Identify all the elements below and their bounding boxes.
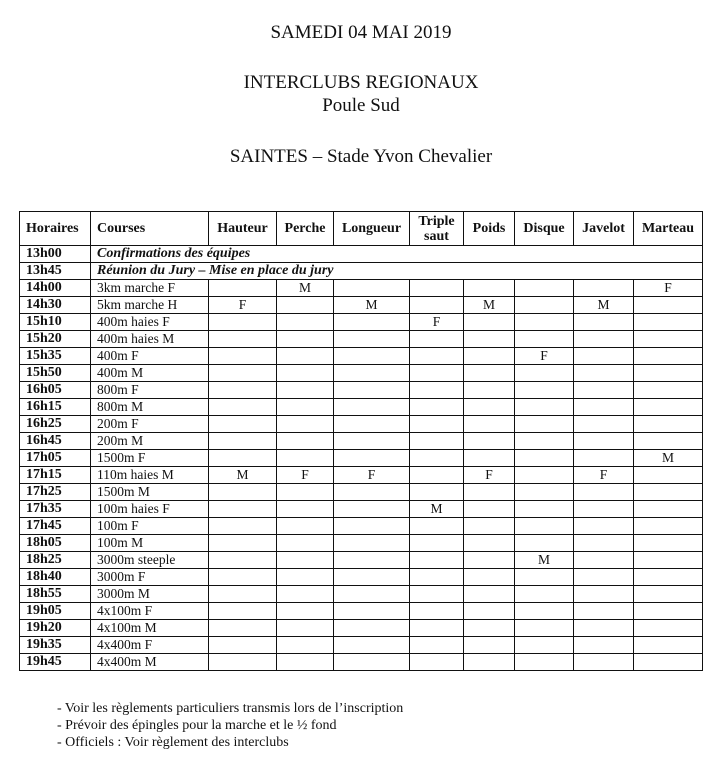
event-cell — [334, 331, 410, 348]
event-cell — [334, 518, 410, 535]
event-cell — [277, 331, 334, 348]
event-cell — [634, 586, 703, 603]
event-cell — [410, 382, 464, 399]
table-row-special — [20, 246, 703, 263]
time-cell: 18h05 — [20, 535, 91, 552]
event-cell — [334, 365, 410, 382]
course-cell: 100m M — [91, 535, 209, 552]
event-cell — [209, 484, 277, 501]
event-cell — [574, 399, 634, 416]
col-courses: Courses — [91, 212, 209, 246]
event-cell — [410, 416, 464, 433]
event-cell — [209, 433, 277, 450]
table-row — [20, 620, 703, 637]
event-cell — [334, 603, 410, 620]
event-cell — [410, 484, 464, 501]
event-cell: M — [209, 467, 277, 484]
event-cell — [574, 518, 634, 535]
event-cell — [574, 450, 634, 467]
meeting-date: SAMEDI 04 MAI 2019 — [270, 22, 452, 43]
event-cell — [464, 484, 515, 501]
event-cell — [209, 620, 277, 637]
table-row — [20, 467, 703, 484]
course-cell: 200m M — [91, 433, 209, 450]
course-cell: 3000m M — [91, 586, 209, 603]
event-cell — [334, 280, 410, 297]
table-row-special — [20, 263, 703, 280]
event-cell — [410, 365, 464, 382]
table-row — [20, 535, 703, 552]
col-poids: Poids — [464, 212, 515, 246]
event-cell: F — [334, 467, 410, 484]
event-cell — [464, 399, 515, 416]
event-cell — [634, 416, 703, 433]
event-cell: M — [634, 450, 703, 467]
event-cell — [209, 535, 277, 552]
event-cell — [410, 331, 464, 348]
event-cell — [574, 382, 634, 399]
event-cell: M — [410, 501, 464, 518]
event-cell — [209, 280, 277, 297]
course-cell: 3km marche F — [91, 280, 209, 297]
course-cell: 1500m F — [91, 450, 209, 467]
col-hauteur: Hauteur — [209, 212, 277, 246]
table-row — [20, 518, 703, 535]
event-cell — [515, 467, 574, 484]
time-cell: 15h35 — [20, 348, 91, 365]
event-cell — [464, 518, 515, 535]
event-cell — [634, 382, 703, 399]
event-cell — [410, 399, 464, 416]
event-cell — [410, 603, 464, 620]
event-cell — [334, 654, 410, 671]
event-cell — [634, 297, 703, 314]
event-cell — [209, 637, 277, 654]
course-cell: 1500m M — [91, 484, 209, 501]
event-cell: F — [410, 314, 464, 331]
event-cell — [634, 637, 703, 654]
table-row — [20, 365, 703, 382]
event-cell — [209, 416, 277, 433]
event-cell — [277, 603, 334, 620]
event-cell — [277, 399, 334, 416]
event-cell — [574, 535, 634, 552]
time-cell: 15h50 — [20, 365, 91, 382]
event-cell — [209, 365, 277, 382]
col-triple-line2: saut — [424, 228, 449, 244]
event-cell — [464, 365, 515, 382]
event-cell — [410, 450, 464, 467]
event-cell — [464, 620, 515, 637]
note-item: - Officiels : Voir règlement des interclubs — [57, 735, 289, 750]
table-row — [20, 637, 703, 654]
event-cell — [334, 416, 410, 433]
time-cell: 18h55 — [20, 586, 91, 603]
note-item: - Prévoir des épingles pour la marche et le ½ fond — [57, 718, 337, 733]
time-cell: 19h45 — [20, 654, 91, 671]
event-cell — [334, 433, 410, 450]
event-cell — [634, 518, 703, 535]
time-cell: 17h25 — [20, 484, 91, 501]
event-cell — [634, 552, 703, 569]
event-cell — [515, 569, 574, 586]
event-cell — [515, 331, 574, 348]
col-triple-saut — [410, 212, 464, 246]
time-cell: 19h35 — [20, 637, 91, 654]
table-row — [20, 399, 703, 416]
event-cell — [634, 399, 703, 416]
event-cell — [410, 518, 464, 535]
time-cell: 19h20 — [20, 620, 91, 637]
course-cell: 100m F — [91, 518, 209, 535]
event-cell — [277, 348, 334, 365]
event-cell — [209, 518, 277, 535]
event-cell — [464, 416, 515, 433]
event-cell — [209, 348, 277, 365]
notes — [57, 700, 403, 751]
event-cell — [464, 535, 515, 552]
event-cell — [515, 280, 574, 297]
event-cell — [410, 637, 464, 654]
event-cell — [464, 382, 515, 399]
event-cell — [277, 433, 334, 450]
event-cell — [277, 620, 334, 637]
event-cell: M — [334, 297, 410, 314]
table-row — [20, 348, 703, 365]
table-header-row — [20, 212, 703, 246]
event-cell — [334, 637, 410, 654]
table-row — [20, 552, 703, 569]
course-cell: 400m haies M — [91, 331, 209, 348]
time-cell: 17h45 — [20, 518, 91, 535]
table-row — [20, 297, 703, 314]
time-cell: 14h00 — [20, 280, 91, 297]
event-cell: F — [209, 297, 277, 314]
event-cell — [464, 314, 515, 331]
special-note-cell: Confirmations des équipes — [91, 246, 703, 263]
event-cell — [515, 484, 574, 501]
special-note-cell: Réunion du Jury – Mise en place du jury — [91, 263, 703, 280]
event-title: INTERCLUBS REGIONAUX — [243, 72, 479, 93]
note-item: - Voir les règlements particuliers transmis lors de l’inscription — [57, 701, 404, 716]
time-cell: 17h35 — [20, 501, 91, 518]
event-cell — [574, 637, 634, 654]
time-cell: 15h10 — [20, 314, 91, 331]
event-cell: M — [574, 297, 634, 314]
event-cell — [464, 348, 515, 365]
event-cell — [334, 450, 410, 467]
col-horaires: Horaires — [20, 212, 91, 246]
event-cell — [515, 416, 574, 433]
event-cell — [410, 348, 464, 365]
event-cell — [574, 416, 634, 433]
table-row — [20, 586, 703, 603]
event-cell — [515, 314, 574, 331]
event-cell — [574, 501, 634, 518]
event-cell — [634, 501, 703, 518]
table-row — [20, 450, 703, 467]
event-cell — [410, 552, 464, 569]
time-cell: 13h00 — [20, 246, 91, 263]
event-cell — [334, 501, 410, 518]
event-cell — [410, 654, 464, 671]
event-cell — [277, 637, 334, 654]
event-cell — [464, 637, 515, 654]
event-cell — [334, 399, 410, 416]
course-cell: 100m haies F — [91, 501, 209, 518]
event-cell — [334, 552, 410, 569]
event-cell — [277, 654, 334, 671]
event-cell — [515, 382, 574, 399]
event-cell — [209, 331, 277, 348]
event-cell — [515, 433, 574, 450]
event-cell — [277, 552, 334, 569]
event-cell — [464, 501, 515, 518]
event-cell — [209, 314, 277, 331]
col-triple-line1: Triple — [418, 213, 455, 229]
event-cell — [515, 297, 574, 314]
event-cell — [277, 382, 334, 399]
event-cell — [277, 484, 334, 501]
event-cell — [634, 484, 703, 501]
table-row — [20, 416, 703, 433]
event-cell — [410, 280, 464, 297]
col-disque: Disque — [515, 212, 574, 246]
event-cell — [464, 280, 515, 297]
event-cell — [574, 365, 634, 382]
event-cell — [464, 586, 515, 603]
event-cell — [464, 654, 515, 671]
event-cell — [209, 603, 277, 620]
event-cell — [634, 654, 703, 671]
event-cell: F — [574, 467, 634, 484]
event-cell — [634, 569, 703, 586]
event-cell — [515, 501, 574, 518]
course-cell: 800m F — [91, 382, 209, 399]
event-cell — [574, 552, 634, 569]
time-cell: 18h25 — [20, 552, 91, 569]
event-cell — [209, 586, 277, 603]
event-cell — [515, 586, 574, 603]
time-cell: 13h45 — [20, 263, 91, 280]
event-cell: F — [634, 280, 703, 297]
event-cell — [574, 433, 634, 450]
event-cell — [334, 586, 410, 603]
event-cell — [209, 399, 277, 416]
event-cell — [334, 348, 410, 365]
event-cell — [209, 501, 277, 518]
event-cell — [634, 365, 703, 382]
event-cell — [209, 450, 277, 467]
event-cell: F — [277, 467, 334, 484]
event-cell — [464, 331, 515, 348]
event-cell: M — [515, 552, 574, 569]
event-cell — [515, 399, 574, 416]
event-cell — [209, 569, 277, 586]
event-cell — [334, 620, 410, 637]
event-cell — [277, 501, 334, 518]
event-cell — [574, 348, 634, 365]
event-cell — [634, 348, 703, 365]
course-cell: 3000m F — [91, 569, 209, 586]
event-cell — [515, 518, 574, 535]
time-cell: 14h30 — [20, 297, 91, 314]
table-row — [20, 331, 703, 348]
event-cell — [574, 654, 634, 671]
event-cell — [574, 484, 634, 501]
event-cell — [574, 586, 634, 603]
event-cell — [634, 535, 703, 552]
event-cell — [574, 620, 634, 637]
event-cell — [277, 450, 334, 467]
course-cell: 400m haies F — [91, 314, 209, 331]
event-cell — [634, 467, 703, 484]
event-cell — [464, 433, 515, 450]
event-cell — [574, 280, 634, 297]
col-marteau: Marteau — [634, 212, 703, 246]
event-cell — [410, 297, 464, 314]
course-cell: 200m F — [91, 416, 209, 433]
event-cell — [410, 569, 464, 586]
event-cell — [277, 569, 334, 586]
time-cell: 16h45 — [20, 433, 91, 450]
event-cell — [334, 569, 410, 586]
table-row — [20, 603, 703, 620]
event-cell — [209, 552, 277, 569]
event-cell — [464, 603, 515, 620]
event-cell — [634, 331, 703, 348]
event-cell: M — [464, 297, 515, 314]
time-cell: 16h15 — [20, 399, 91, 416]
event-cell — [334, 314, 410, 331]
event-cell — [574, 331, 634, 348]
event-cell: M — [277, 280, 334, 297]
course-cell: 4x400m F — [91, 637, 209, 654]
event-cell — [410, 620, 464, 637]
table-row — [20, 501, 703, 518]
event-cell — [277, 586, 334, 603]
event-cell — [574, 569, 634, 586]
time-cell: 16h05 — [20, 382, 91, 399]
event-cell — [574, 603, 634, 620]
course-cell: 400m M — [91, 365, 209, 382]
col-javelot: Javelot — [574, 212, 634, 246]
course-cell: 5km marche H — [91, 297, 209, 314]
col-longueur: Longueur — [334, 212, 410, 246]
table-row — [20, 382, 703, 399]
time-cell: 17h05 — [20, 450, 91, 467]
event-cell — [515, 620, 574, 637]
event-cell: F — [464, 467, 515, 484]
event-cell — [334, 535, 410, 552]
event-cell — [515, 637, 574, 654]
course-cell: 110m haies M — [91, 467, 209, 484]
event-cell — [277, 416, 334, 433]
event-cell — [464, 569, 515, 586]
course-cell: 4x100m M — [91, 620, 209, 637]
col-perche: Perche — [277, 212, 334, 246]
table-row — [20, 484, 703, 501]
event-cell — [410, 433, 464, 450]
time-cell: 17h15 — [20, 467, 91, 484]
time-cell: 15h20 — [20, 331, 91, 348]
course-cell: 400m F — [91, 348, 209, 365]
event-cell: F — [515, 348, 574, 365]
event-cell — [410, 467, 464, 484]
time-cell: 18h40 — [20, 569, 91, 586]
event-cell — [277, 297, 334, 314]
course-cell: 4x400m M — [91, 654, 209, 671]
event-cell — [464, 552, 515, 569]
venue: SAINTES – Stade Yvon Chevalier — [229, 146, 493, 167]
event-cell — [209, 382, 277, 399]
event-cell — [574, 314, 634, 331]
event-cell — [277, 365, 334, 382]
event-cell — [277, 314, 334, 331]
table-row — [20, 433, 703, 450]
table-row — [20, 569, 703, 586]
event-cell — [515, 450, 574, 467]
event-cell — [410, 586, 464, 603]
event-cell — [634, 603, 703, 620]
event-cell — [410, 535, 464, 552]
pool-name: Poule Sud — [322, 95, 400, 116]
event-cell — [515, 603, 574, 620]
event-cell — [464, 450, 515, 467]
event-cell — [334, 484, 410, 501]
course-cell: 3000m steeple — [91, 552, 209, 569]
time-cell: 19h05 — [20, 603, 91, 620]
course-cell: 800m M — [91, 399, 209, 416]
schedule-table — [19, 211, 703, 671]
event-cell — [209, 654, 277, 671]
table-row — [20, 654, 703, 671]
event-cell — [634, 314, 703, 331]
event-cell — [515, 654, 574, 671]
event-cell — [277, 518, 334, 535]
table-row — [20, 314, 703, 331]
event-cell — [277, 535, 334, 552]
event-cell — [634, 433, 703, 450]
event-cell — [634, 620, 703, 637]
event-cell — [515, 365, 574, 382]
time-cell: 16h25 — [20, 416, 91, 433]
event-cell — [334, 382, 410, 399]
table-row — [20, 280, 703, 297]
course-cell: 4x100m F — [91, 603, 209, 620]
event-cell — [515, 535, 574, 552]
